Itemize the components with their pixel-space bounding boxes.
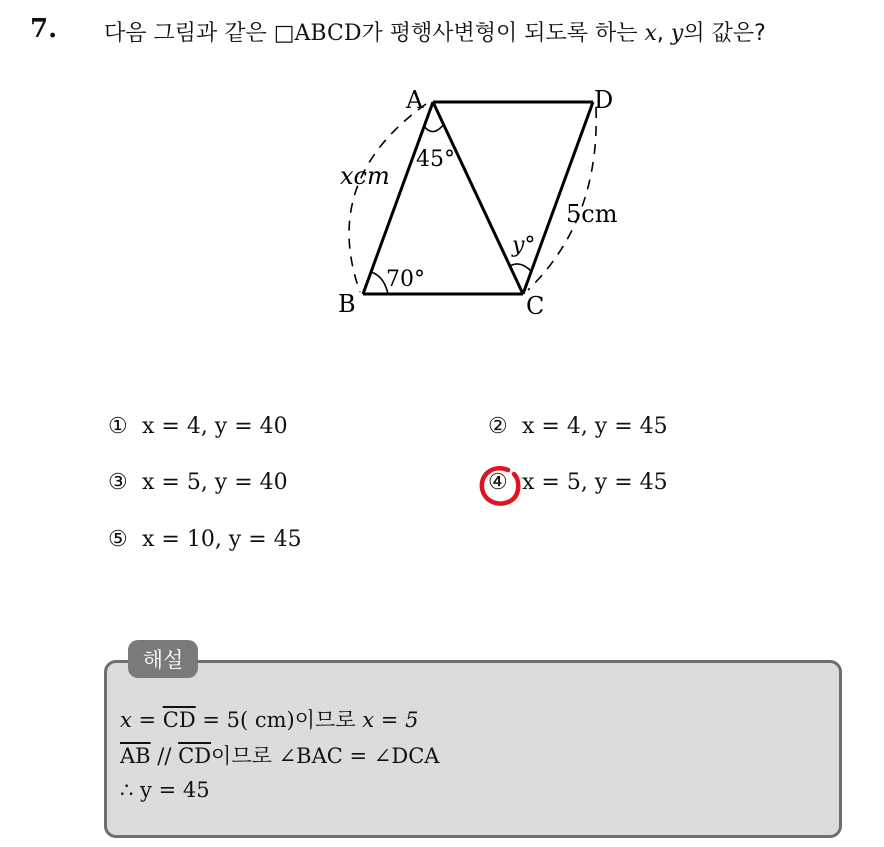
angle-a-label: 45°	[416, 147, 455, 172]
question-text-mid: 가 평행사변형이 되도록 하는	[361, 21, 645, 46]
side-ab	[363, 102, 433, 294]
side-cd-label: 5cm	[566, 200, 618, 228]
choice-2[interactable]	[488, 414, 668, 439]
choice-1-text: x = 4, y = 40	[142, 414, 288, 439]
angle-b-label: 70°	[386, 267, 425, 292]
answer-circle-stroke	[482, 468, 518, 503]
question-text-before: 다음 그림과 같은	[104, 21, 274, 46]
choice-5[interactable]	[108, 527, 302, 552]
solution-line-2-ab: $\overline{AB}$	[120, 744, 151, 768]
diagonal-ac	[433, 102, 523, 294]
vertex-c-label: C	[526, 292, 545, 320]
angle-arc-a	[424, 124, 444, 132]
solution-line-2-d: 이므로	[211, 744, 272, 768]
solution-line-1-e: x = 5	[355, 708, 419, 732]
choice-2-text: x = 4, y = 45	[522, 414, 668, 439]
solution-line-1-cd: $\overline{CD}$	[162, 708, 196, 732]
question-text	[104, 16, 766, 47]
choice-3-number: ③	[108, 470, 128, 495]
solution-line-2	[120, 740, 439, 770]
solution-line-1	[120, 704, 418, 734]
dashed-arc-ab	[349, 104, 426, 292]
solution-line-1-a: x =	[120, 708, 163, 732]
choice-4-text: x = 5, y = 45	[522, 470, 668, 495]
var-x: x	[644, 21, 657, 46]
parallelogram-figure	[300, 80, 640, 330]
comma: ,	[656, 21, 671, 46]
solution-tab: 해설	[128, 640, 198, 678]
solution-line-2-cd: $\overline{CD}$	[178, 744, 212, 768]
question-text-after: 의 값은?	[683, 21, 766, 46]
choice-3[interactable]	[108, 470, 288, 495]
box-symbol: □	[273, 21, 295, 46]
vertex-b-label: B	[338, 290, 356, 318]
solution-line-3: ∴ y = 45	[120, 778, 210, 802]
choice-4-number: ④	[488, 470, 508, 495]
choice-1[interactable]	[108, 414, 288, 439]
angle-c-label: y°	[512, 233, 536, 258]
choice-1-number: ①	[108, 414, 128, 439]
answer-circle-mark	[476, 462, 524, 510]
question-number: 7.	[30, 14, 58, 44]
vertex-d-label: D	[594, 86, 614, 114]
shape-name: ABCD	[294, 21, 362, 46]
choice-2-number: ②	[488, 414, 508, 439]
choice-5-text: x = 10, y = 45	[142, 527, 302, 552]
side-cd	[523, 102, 593, 294]
solution-line-1-d: 이므로	[294, 708, 356, 732]
dashed-arc-cd	[528, 108, 596, 290]
vertex-a-label: A	[406, 86, 424, 114]
solution-line-1-c: = 5( cm)	[195, 708, 295, 732]
choice-5-number: ⑤	[108, 527, 128, 552]
side-ab-label: xcm	[340, 162, 390, 190]
choice-3-text: x = 5, y = 40	[142, 470, 288, 495]
var-y: y	[670, 21, 684, 46]
solution-line-2-e: ∠BAC = ∠DCA	[271, 744, 440, 768]
solution-line-2-parallel: //	[150, 744, 179, 768]
